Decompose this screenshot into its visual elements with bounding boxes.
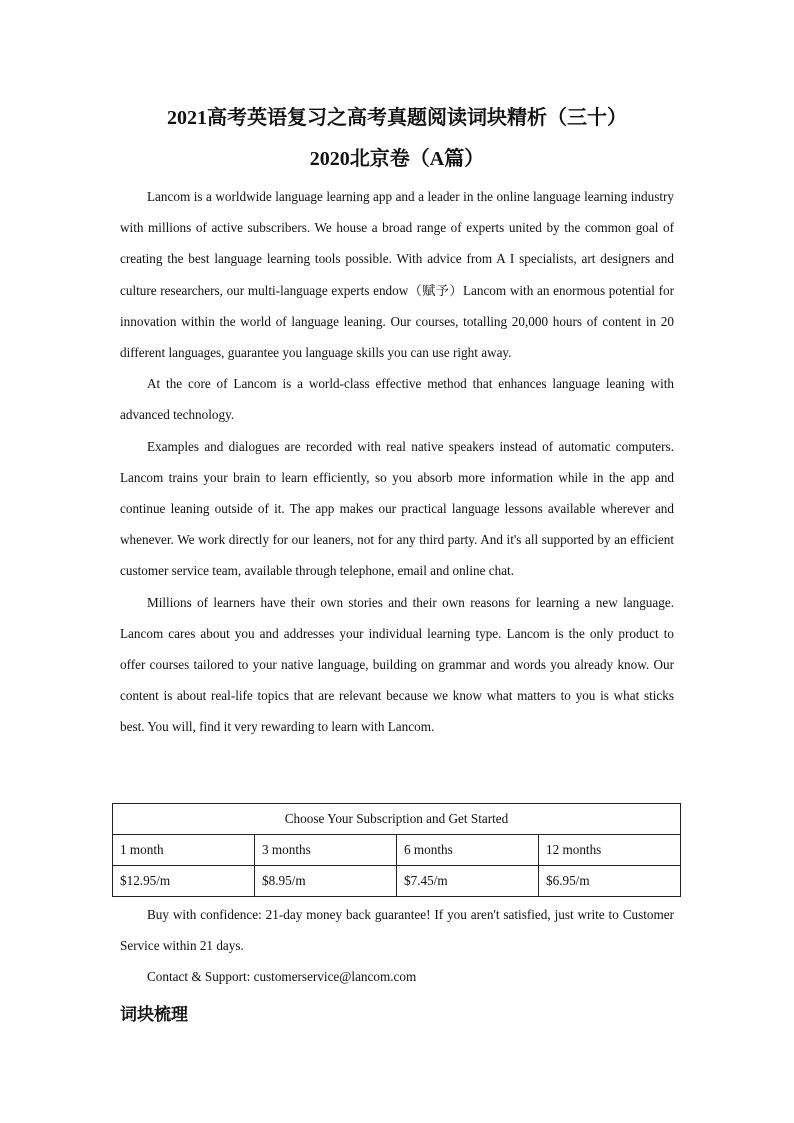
article-body — [120, 181, 674, 743]
table-cell-price: $8.95/m — [255, 866, 397, 897]
paragraph-4: Millions of learners have their own stories and their own reasons for learning a new language. Lancom cares about you and addresses your individual learning type. Lancom is the only product to offer courses tailored to your native language, building on grammar and words you already know. Our content is about real-life topics that are relevant because we know what matters to you is what sticks best. You will, find it very rewarding to learn with Lancom. — [120, 594, 674, 735]
document-title: 2021高考英语复习之高考真题阅读词块精析（三十） — [167, 107, 627, 129]
section-heading: 词块梳理 — [120, 1005, 188, 1024]
after-table-text — [120, 899, 674, 993]
paragraph-1: Lancom is a worldwide language learning app and a leader in the online language learning industry with millions of active subscribers. We house a broad range of experts united by the common goal of creating the best language learning tools possible. With advice from A I specialists, art designers and culture researchers, our multi-language experts endow（赋予）Lancom with an enormous potential for innovation within the world of language leaning. Our courses, totalling 20,000 hours of content in 20 different languages, guarantee you language skills you can use right away. — [120, 189, 674, 361]
table-cell-term: 6 months — [397, 835, 539, 866]
subscription-table — [112, 803, 681, 897]
table-header-cell: Choose Your Subscription and Get Started — [113, 804, 681, 835]
table-cell-term: 1 month — [113, 835, 255, 866]
paragraph-2: At the core of Lancom is a world-class effective method that enhances language leaning with advanced technology. — [120, 376, 674, 423]
contact-paragraph: Contact & Support: customerservice@lancom.com — [147, 969, 417, 985]
table-cell-price: $12.95/m — [113, 866, 255, 897]
table-row-terms — [113, 835, 681, 866]
table-cell-term: 3 months — [255, 835, 397, 866]
table-cell-term: 12 months — [539, 835, 681, 866]
table-cell-price: $7.45/m — [397, 866, 539, 897]
guarantee-paragraph: Buy with confidence: 21-day money back guarantee! If you aren't satisfied, just write to Customer Service within 21 days. — [120, 907, 674, 954]
table-header-row — [113, 804, 681, 835]
paragraph-3: Examples and dialogues are recorded with real native speakers instead of automatic computers. Lancom trains your brain to learn efficiently, so you absorb more information while in the app and continue leaning outside of it. The app makes our practical language lessons available wherever and whenever. We work directly for our leaners, not for any third party. And it's all supported by an efficient customer service team, available through telephone, email and online chat. — [120, 438, 674, 579]
document-subtitle: 2020北京卷（A篇） — [309, 148, 485, 170]
table-cell-price: $6.95/m — [539, 866, 681, 897]
table-row-prices — [113, 866, 681, 897]
